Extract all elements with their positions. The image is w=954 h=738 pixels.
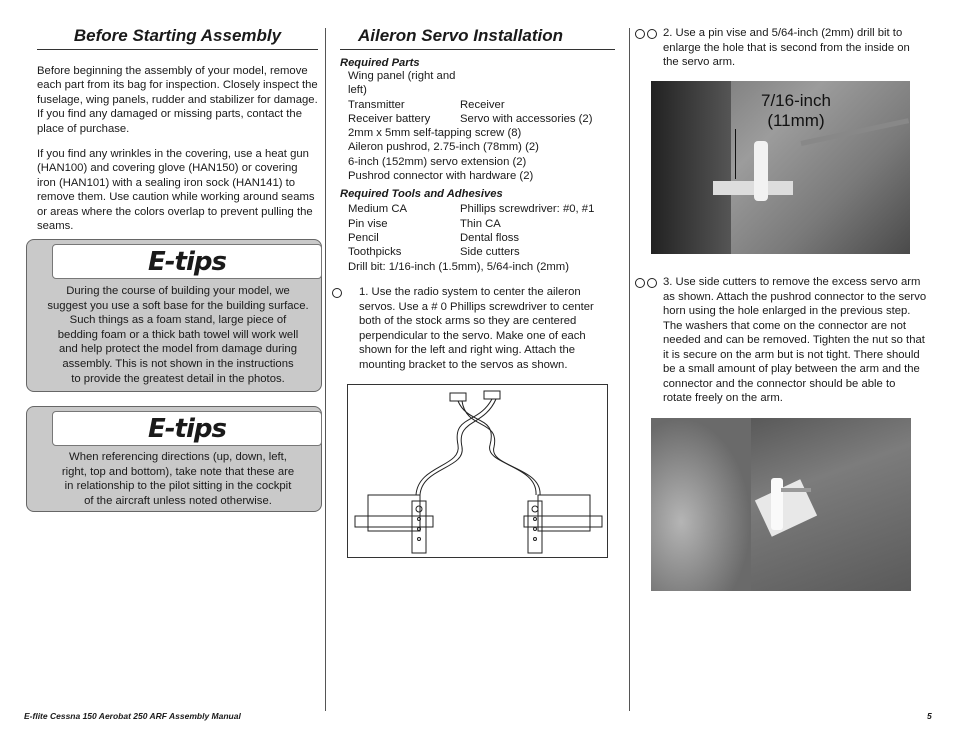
etips-logo: E-tips bbox=[52, 244, 322, 279]
drilling-photo bbox=[651, 81, 910, 254]
footer-manual-title: E-flite Cessna 150 Aerobat 250 ARF Assembly Manual bbox=[24, 711, 241, 721]
required-tools-heading: Required Tools and Adhesives bbox=[340, 188, 503, 201]
etips-text: During the course of building your model, we suggest you use a soft base for the building surface. Such things as a foam stand, large piece of bedding foam or a thick bath towel will work well and help protect the model from damage during assembly. This is not shown in the instructions to provide the greatest detail in the photos. bbox=[47, 285, 309, 385]
list-item: Pin vise Thin CA bbox=[348, 217, 501, 230]
etips-logo: E-tips bbox=[52, 411, 322, 446]
left-column bbox=[37, 0, 318, 233]
section-heading-aileron bbox=[340, 26, 615, 50]
list-item: Wing panel (right and left) bbox=[348, 70, 456, 97]
intro-paragraph: Before beginning the assembly of your model, remove each part from its bag for inspection. Closely inspect the fuselage, wing panels, rudder and stabilizer for damage. If you find any damaged or missing parts, contact the place of purchase. bbox=[37, 65, 318, 135]
checkbox-icons[interactable] bbox=[635, 276, 659, 291]
section-title: Aileron Servo Installation bbox=[358, 26, 563, 45]
checkbox-icons[interactable] bbox=[635, 27, 659, 42]
list-item: Pushrod connector with hardware (2) bbox=[348, 170, 534, 183]
servo-diagram-drawing bbox=[348, 385, 607, 557]
etips-box-building-surface bbox=[26, 239, 322, 392]
list-item: Receiver battery Servo with accessories (2) bbox=[348, 112, 593, 125]
middle-column bbox=[340, 0, 615, 274]
list-item: 2mm x 5mm self-tapping screw (8) bbox=[348, 127, 522, 140]
required-tools-list bbox=[340, 202, 615, 273]
list-item: Medium CA Phillips screwdriver: #0, #1 bbox=[348, 203, 595, 216]
section-title: Before Starting Assembly bbox=[73, 26, 282, 45]
wrinkles-paragraph: If you find any wrinkles in the covering, use a heat gun (HAN100) and covering glove (HAN150) or covering iron (HAN101) with a sealing iron sock (HAN141) to remove them. Use caution while working around seams or areas where the colors overlap to prevent pulling the seams. bbox=[37, 148, 315, 233]
measurement-label: 7/16-inch (11mm) bbox=[761, 91, 831, 130]
servo-diagram bbox=[347, 384, 608, 558]
list-item: Aileron pushrod, 2.75-inch (78mm) (2) bbox=[348, 141, 539, 154]
checkbox-icon[interactable] bbox=[332, 286, 344, 301]
list-item: 6-inch (152mm) servo extension (2) bbox=[348, 155, 527, 168]
list-item: Pencil Dental floss bbox=[348, 231, 520, 244]
column-divider bbox=[325, 28, 326, 711]
etips-box-directions bbox=[26, 406, 322, 512]
etips-text: When referencing directions (up, down, left, right, top and bottom), take note that these are in relationship to the pilot sitting in the cockpit of the aircraft unless noted otherwise. bbox=[61, 451, 295, 507]
list-item: Toothpicks Side cutters bbox=[348, 246, 520, 259]
servo-horn-photo bbox=[651, 418, 911, 591]
required-parts-list bbox=[340, 69, 615, 183]
section-heading-before-assembly bbox=[37, 26, 318, 50]
list-item: Transmitter Receiver bbox=[348, 98, 505, 111]
page-number: 5 bbox=[927, 711, 932, 721]
required-parts-heading: Required Parts bbox=[340, 57, 420, 69]
column-divider bbox=[629, 28, 630, 711]
list-item: Drill bit: 1/16-inch (1.5mm), 5/64-inch (2mm) bbox=[348, 260, 569, 273]
